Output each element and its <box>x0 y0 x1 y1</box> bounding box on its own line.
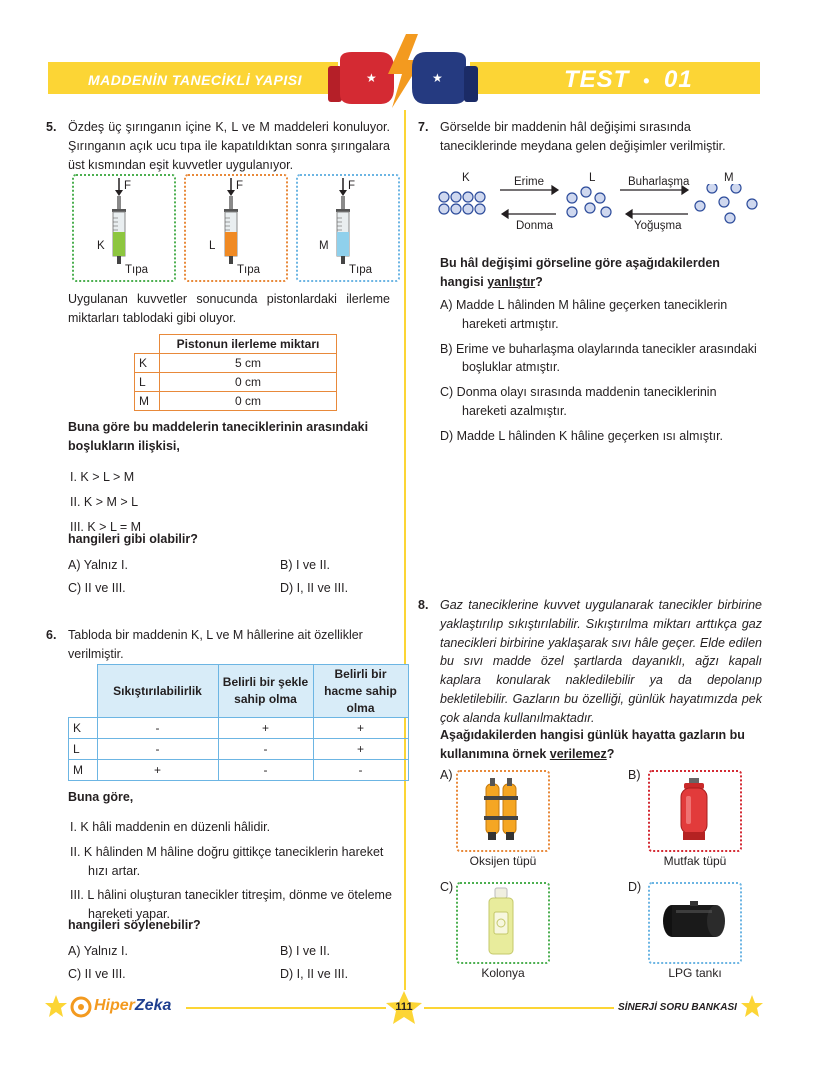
q6-header-1: Sıkıştırılabilirlik <box>97 665 218 718</box>
q5-row-m-name: M <box>135 392 160 411</box>
q8-option-c-letter[interactable]: C) <box>440 880 454 894</box>
svg-text:★: ★ <box>432 71 443 85</box>
q5-statement-3: III. K > L = M <box>70 519 142 534</box>
q7-number: 7. <box>418 120 429 134</box>
oxygen-tank-icon <box>484 776 518 842</box>
solid-particles <box>439 192 485 214</box>
star-left-icon <box>44 994 68 1018</box>
q5-table-corner <box>135 335 160 354</box>
test-dot: • <box>643 71 651 91</box>
gloves-logo <box>318 30 488 110</box>
red-glove-cuff <box>328 66 342 102</box>
q6-row-l-c1: - <box>97 739 218 760</box>
q5-stem: Özdeş üç şırınganın içine K, L ve M maddeleri konuluyor. Şırınganın açık ucu tıpa ile kapatıldıktan sonra şırıngalara üst kısmından eşit kuvvetler uygulanıyor. <box>68 120 390 172</box>
state-change-diagram <box>436 184 766 226</box>
q7-stem: Görselde bir maddenin hâl değişimi sırasında taneciklerinde meydana gelen değişimler verilmiştir. <box>440 120 726 153</box>
kitchen-tank-icon <box>678 776 710 842</box>
q6-number: 6. <box>46 628 57 642</box>
q5-ask: hangileri gibi olabilir? <box>68 532 198 546</box>
liquid-particles <box>567 187 611 217</box>
q8-option-a-caption: Oksijen tüpü <box>469 854 537 868</box>
q8-stem: Gaz taneciklerine kuvvet uygulanarak tanecikler birbirine yaklaştırılıp sıkıştırılabilir. Sıkıştırılma miktarı arttıkça gaz tanecikleri birbirine yaklaşarak sıvı hâle geçer. Elde edilen bu sıvı madde özel şartlarda dayanıklı, ağzı kapalı kaplara konularak nakledilebilir ya da depolanıp bekletilebilir. Gazların bu özelliği, günlük hayatımızda pek çok alanda kullanılmaktadır. <box>440 598 762 725</box>
q6-row-k-c1: - <box>97 718 218 739</box>
q8-question <box>440 726 762 764</box>
q6-statement-1: I. K hâli maddenin en düzenli hâlidir. <box>70 820 271 834</box>
q6-row-l-c2: - <box>218 739 313 760</box>
test-number: 01 <box>664 66 693 93</box>
q6-row-m-name: M <box>69 760 98 781</box>
q7-question <box>440 254 762 292</box>
q6-statements <box>70 812 392 930</box>
question-6 <box>46 626 390 664</box>
blue-glove-cuff <box>464 66 478 102</box>
q7-options <box>440 296 762 445</box>
q6-row-k-c2: + <box>218 718 313 739</box>
q5-option-b[interactable]: B) I ve II. <box>280 558 331 572</box>
q6-stem: Tabloda bir maddenin K, L ve M hâllerine ait özellikler verilmiştir. <box>68 628 363 661</box>
q5-after-text: Uygulanan kuvvetler sonucunda pistonlardaki ilerleme miktarları tablodaki gibi oluyor. <box>68 292 390 325</box>
q7-question-emph: yanlıştır <box>487 274 536 289</box>
q6-ask: hangileri söylenebilir? <box>68 918 201 932</box>
syringe-m-label: M <box>319 240 329 252</box>
q5-row-l-name: L <box>135 373 160 392</box>
section-title: MADDENİN TANECİKLİ YAPISI <box>88 72 302 88</box>
q5-option-d[interactable]: D) I, II ve III. <box>280 580 349 595</box>
syringe-l-force: F <box>236 180 244 192</box>
q5-row-m-value: 0 cm <box>160 392 337 411</box>
q6-table <box>68 664 409 781</box>
syringe-k-label: K <box>97 240 105 252</box>
question-5 <box>46 118 390 174</box>
q5-statement-1: I. K > L > M <box>70 470 135 484</box>
q7-option-c[interactable]: C) Donma olayı sırasında maddenin taneciklerinin hareketi azalmıştır. <box>440 385 717 418</box>
lpg-tank-icon <box>662 900 726 942</box>
q5-row-k-value: 5 cm <box>160 354 337 373</box>
q5-options <box>68 556 460 598</box>
q6-row-l-c3: + <box>313 739 408 760</box>
q6-option-d[interactable]: D) I, II ve III. <box>280 966 349 981</box>
q6-header-2: Belirli bir şekle sahip olma <box>218 665 313 718</box>
q5-row-l-value: 0 cm <box>160 373 337 392</box>
q8-option-d-letter[interactable]: D) <box>628 880 642 894</box>
q8-option-c-caption: Kolonya <box>481 966 525 980</box>
syringe-m-force: F <box>348 180 356 192</box>
q6-row-m-c2: - <box>218 760 313 781</box>
syringe-l-tip: Tıpa <box>237 264 261 276</box>
test-word: TEST <box>564 66 630 93</box>
q7-option-a[interactable]: A) Madde L hâlinden M hâline geçerken taneciklerin hareketi artmıştır. <box>440 298 728 331</box>
q7-label-l: L <box>589 172 596 184</box>
q5-option-a[interactable]: A) Yalnız I. <box>68 558 128 572</box>
q5-option-c[interactable]: C) II ve III. <box>68 580 126 595</box>
q6-row-m-c1: + <box>97 760 218 781</box>
cologne-bottle-icon <box>486 886 516 956</box>
page-number: 111 <box>395 1001 413 1013</box>
q6-table-corner <box>69 665 98 718</box>
syringe-m-tip: Tıpa <box>349 264 373 276</box>
gas-particles <box>695 184 757 223</box>
q6-option-a[interactable]: A) Yalnız I. <box>68 944 128 958</box>
q6-option-c[interactable]: C) II ve III. <box>68 966 126 981</box>
q5-question: Buna göre bu maddelerin taneciklerinin arasındaki boşlukların ilişkisi, <box>68 420 369 453</box>
q7-label-cond: Yoğuşma <box>634 220 682 232</box>
q7-label-m: M <box>724 172 734 184</box>
q8-number: 8. <box>418 598 429 612</box>
q8-option-d-caption: LPG tankı <box>668 966 722 980</box>
q7-label-evap: Buharlaşma <box>628 176 690 188</box>
q8-question-emph: verilemez <box>549 746 607 761</box>
footer-line-right <box>424 1007 614 1009</box>
brand-name <box>94 996 171 1016</box>
q7-label-freeze: Donma <box>516 220 554 232</box>
q7-option-d[interactable]: D) Madde L hâlinden K hâline geçerken ısı almıştır. <box>440 428 724 443</box>
q8-option-b-letter[interactable]: B) <box>628 768 641 782</box>
q8-question-mark: ? <box>606 746 615 761</box>
q6-row-m-c3: - <box>313 760 408 781</box>
q7-option-b[interactable]: B) Erime ve buharlaşma olaylarında tanecikler arasındaki boşluklar atmıştır. <box>440 341 757 375</box>
question-8 <box>418 596 762 727</box>
q7-question-text: Bu hâl değişimi görseline göre aşağıdakilerden hangisi <box>440 256 720 289</box>
syringe-l-label: L <box>209 240 216 252</box>
q5-number: 5. <box>46 120 57 134</box>
star-right-icon <box>740 994 764 1018</box>
q6-row-l-name: L <box>69 739 98 760</box>
brand-logo-icon <box>70 996 92 1018</box>
q5-row-k-name: K <box>135 354 160 373</box>
q6-row-k-name: K <box>69 718 98 739</box>
q6-statement-2: II. K hâlinden M hâline doğru gittikçe taneciklerin hareket hızı artar. <box>70 844 384 878</box>
q7-label-melt: Erime <box>514 176 545 188</box>
column-divider <box>404 110 406 990</box>
q6-header-3: Belirli bir hacme sahip olma <box>313 665 408 718</box>
q8-question-text: Aşağıdakilerden hangisi günlük hayatta gazların bu kullanımına örnek <box>440 728 745 761</box>
q6-statement-3: III. L hâlini oluşturan tanecikler titreşim, dönme ve öteleme hareketi yapar. <box>70 888 392 921</box>
series-name: SİNERJİ SORU BANKASI <box>618 1002 737 1013</box>
q6-lead: Buna göre, <box>68 790 134 804</box>
syringe-k-force: F <box>124 180 132 192</box>
test-label <box>564 62 693 98</box>
q6-option-b[interactable]: B) I ve II. <box>280 944 331 958</box>
question-7 <box>418 118 762 156</box>
brand-name-b: Zeka <box>134 997 172 1014</box>
q8-option-a-letter[interactable]: A) <box>440 768 453 782</box>
q5-statement-2: II. K > M > L <box>70 494 139 509</box>
q7-question-mark: ? <box>535 274 543 289</box>
footer-line-left <box>186 1007 386 1009</box>
q8-option-b-caption: Mutfak tüpü <box>663 854 727 868</box>
q6-options <box>68 942 460 984</box>
q5-table <box>134 334 337 411</box>
brand-name-a: Hiper <box>94 997 135 1014</box>
q5-table-header: Pistonun ilerleme miktarı <box>160 335 337 354</box>
syringe-k-tip: Tıpa <box>125 264 149 276</box>
q7-label-k: K <box>462 172 470 184</box>
svg-text:★: ★ <box>366 71 377 85</box>
q6-row-k-c3: + <box>313 718 408 739</box>
